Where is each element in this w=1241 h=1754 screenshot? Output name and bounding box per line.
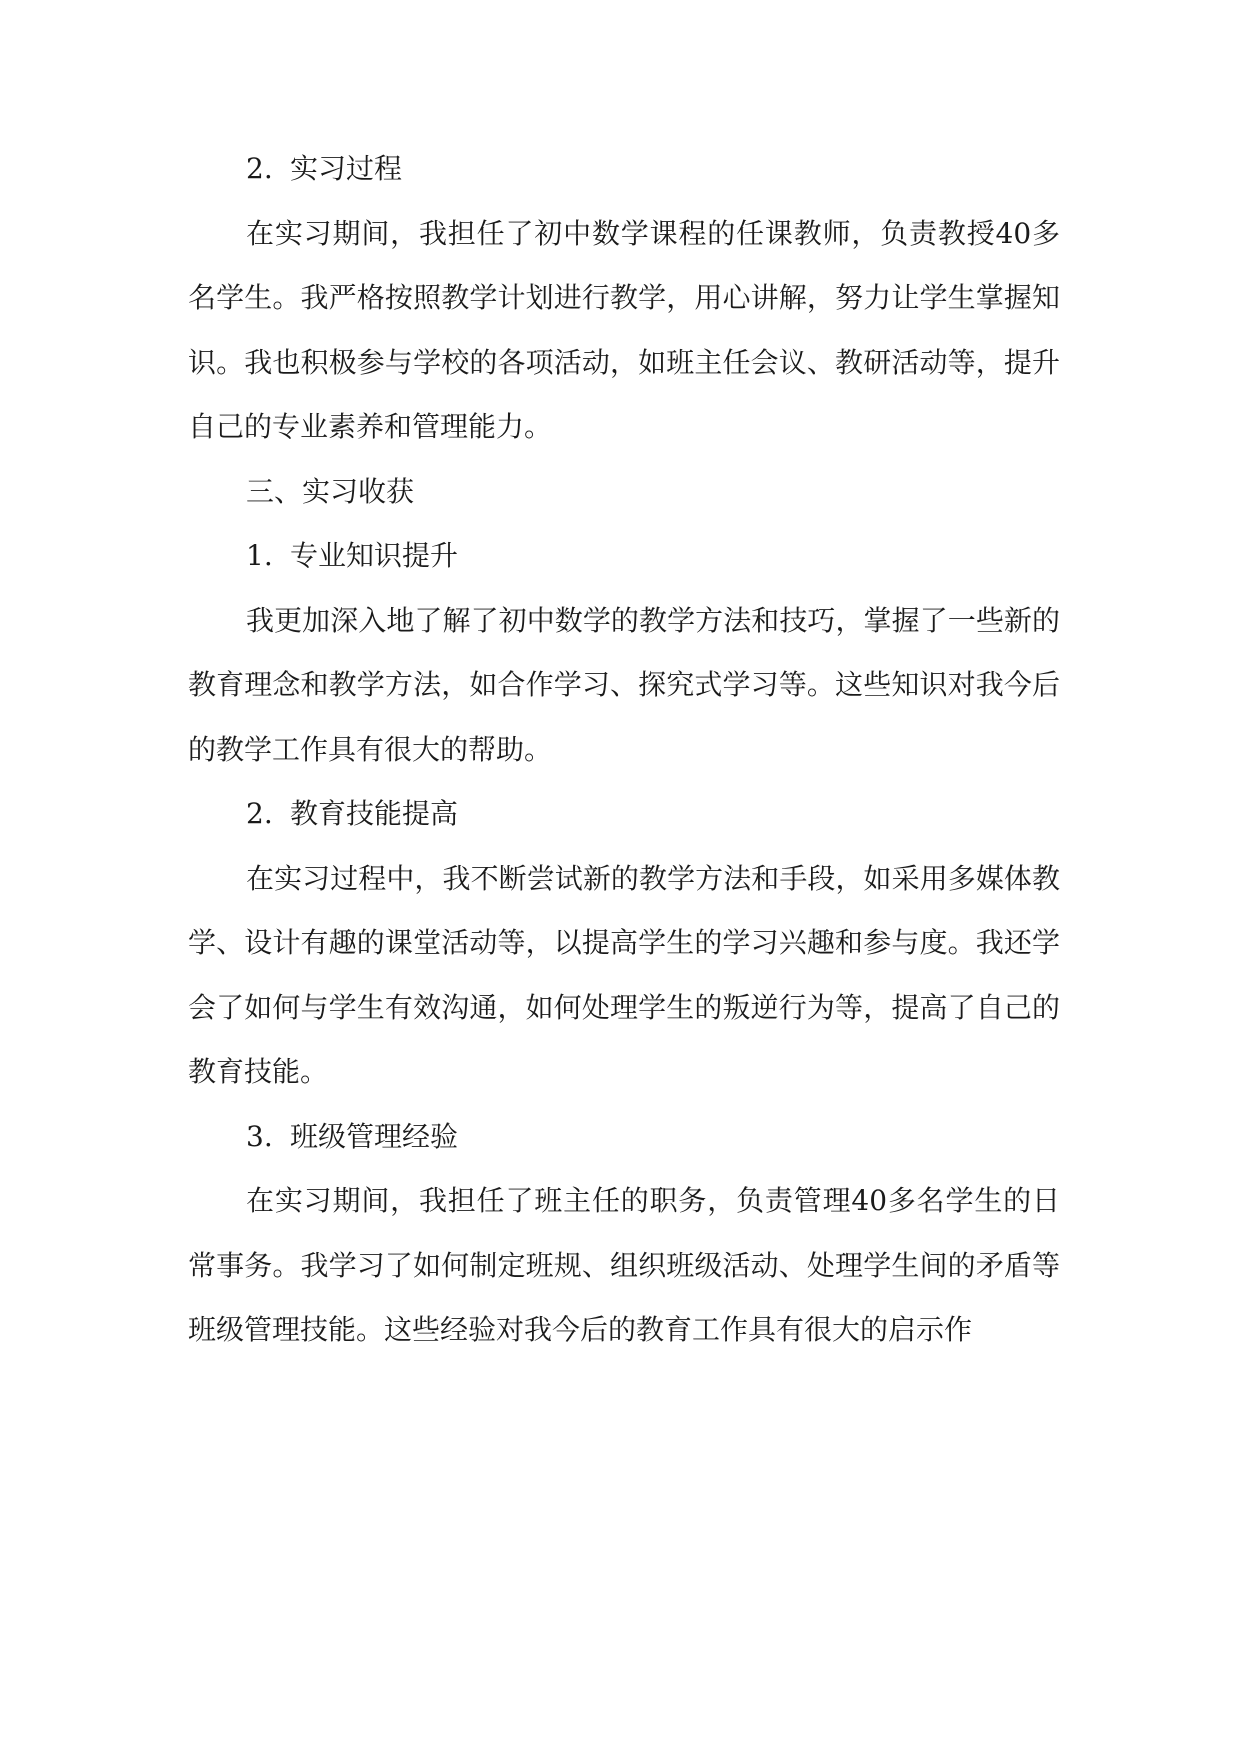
subsection-number: 3. bbox=[246, 1119, 273, 1153]
subsection-heading-management bbox=[188, 1105, 1060, 1170]
document-body bbox=[188, 137, 1060, 1363]
paragraph-internship-process: 在实习期间，我担任了初中数学课程的任课教师，负责教授40多名学生。我严格按照教学计划进行教学，用心讲解，努力让学生掌握知识。我也积极参与学校的各项活动，如班主任会议、教研活动等，提升自己的专业素养和管理能力。 bbox=[188, 216, 1060, 443]
section-title: 实习过程 bbox=[290, 152, 403, 185]
subsection-title: 专业知识提升 bbox=[290, 539, 459, 572]
subsection-number: 2. bbox=[246, 797, 273, 830]
section-heading-internship-gains: 三、实习收获 bbox=[246, 474, 415, 508]
paragraph-skills: 在实习过程中，我不断尝试新的教学方法和手段，如采用多媒体教学、设计有趣的课堂活动等，以提高学生的学习兴趣和参与度。我还学会了如何与学生有效沟通，如何处理学生的叛逆行为等，提高了自己的教育技能。 bbox=[188, 861, 1060, 1088]
section-heading-internship-process bbox=[188, 137, 1060, 202]
subsection-heading-skills bbox=[188, 782, 1060, 847]
paragraph-management: 在实习期间，我担任了班主任的职务，负责管理40多名学生的日常事务。我学习了如何制定班规、组织班级活动、处理学生间的矛盾等班级管理技能。这些经验对我今后的教育工作具有很大的启示作 bbox=[188, 1184, 1060, 1346]
subsection-number: 1. bbox=[246, 539, 273, 572]
subsection-heading-knowledge bbox=[188, 524, 1060, 589]
subsection-title: 教育技能提高 bbox=[290, 797, 459, 830]
section-number: 2. bbox=[246, 152, 273, 185]
paragraph-knowledge: 我更加深入地了解了初中数学的教学方法和技巧，掌握了一些新的教育理念和教学方法，如合作学习、探究式学习等。这些知识对我今后的教学工作具有很大的帮助。 bbox=[188, 603, 1060, 766]
subsection-title: 班级管理经验 bbox=[290, 1119, 459, 1153]
